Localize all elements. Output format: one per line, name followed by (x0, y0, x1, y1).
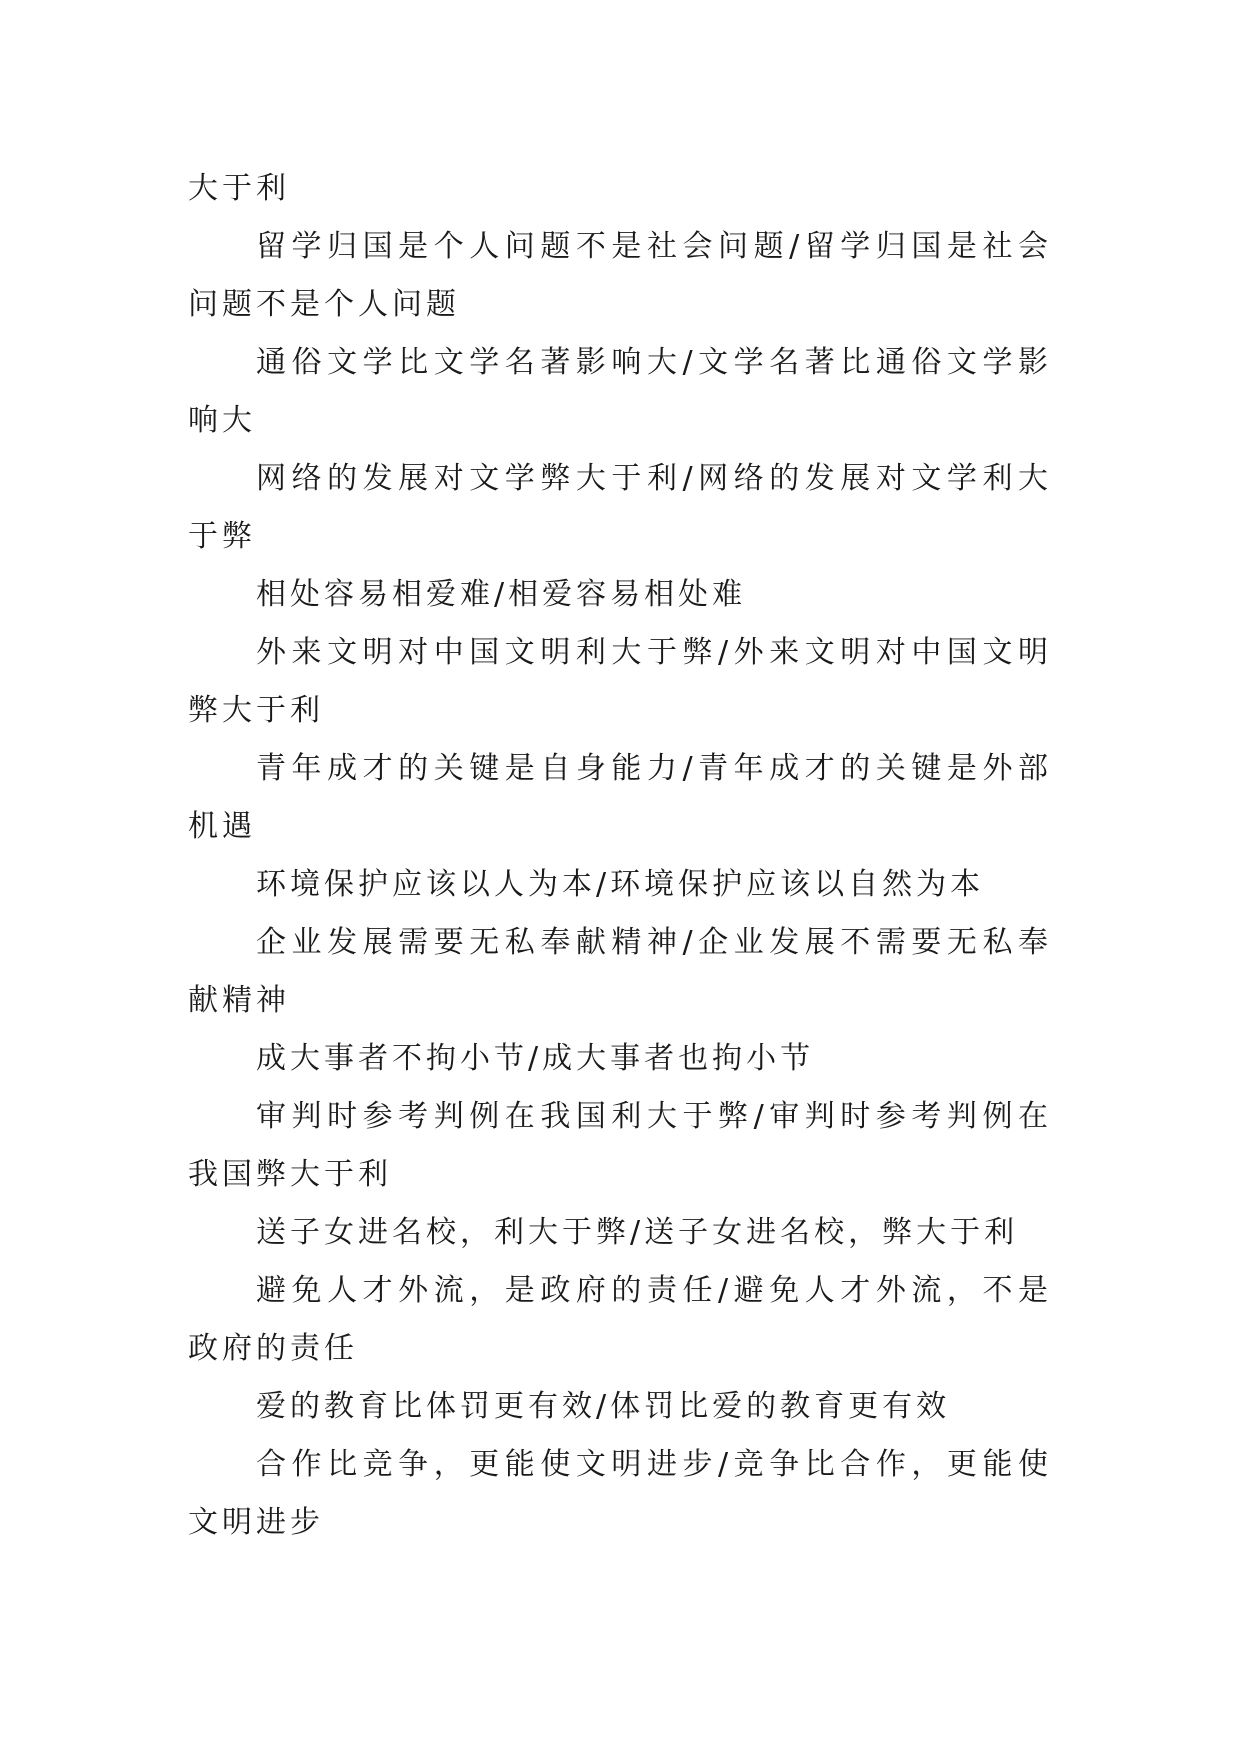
paragraph: 合作比竞争，更能使文明进步/竞争比合作，更能使文明进步 (188, 1447, 1052, 1540)
paragraph: 环境保护应该以人为本/环境保护应该以自然为本 (256, 867, 985, 902)
paragraph: 爱的教育比体罚更有效/体罚比爱的教育更有效 (256, 1389, 951, 1424)
paragraph: 相处容易相爱难/相爱容易相处难 (256, 577, 747, 612)
paragraph: 企业发展需要无私奉献精神/企业发展不需要无私奉献精神 (188, 925, 1052, 1018)
paragraph: 外来文明对中国文明利大于弊/外来文明对中国文明弊大于利 (188, 635, 1052, 728)
document-page (188, 160, 1052, 1552)
paragraph: 留学归国是个人问题不是社会问题/留学归国是社会问题不是个人问题 (188, 229, 1052, 322)
paragraph: 审判时参考判例在我国利大于弊/审判时参考判例在我国弊大于利 (188, 1099, 1052, 1192)
paragraph: 通俗文学比文学名著影响大/文学名著比通俗文学影响大 (188, 345, 1052, 438)
paragraph: 送子女进名校，利大于弊/送子女进名校，弊大于利 (256, 1215, 1019, 1250)
paragraph: 网络的发展对文学弊大于利/网络的发展对文学利大于弊 (188, 461, 1052, 554)
paragraph: 避免人才外流，是政府的责任/避免人才外流，不是政府的责任 (188, 1273, 1052, 1366)
paragraph: 成大事者不拘小节/成大事者也拘小节 (256, 1041, 815, 1076)
paragraph: 青年成才的关键是自身能力/青年成才的关键是外部机遇 (188, 751, 1052, 844)
paragraph-continuation: 大于利 (188, 171, 290, 206)
